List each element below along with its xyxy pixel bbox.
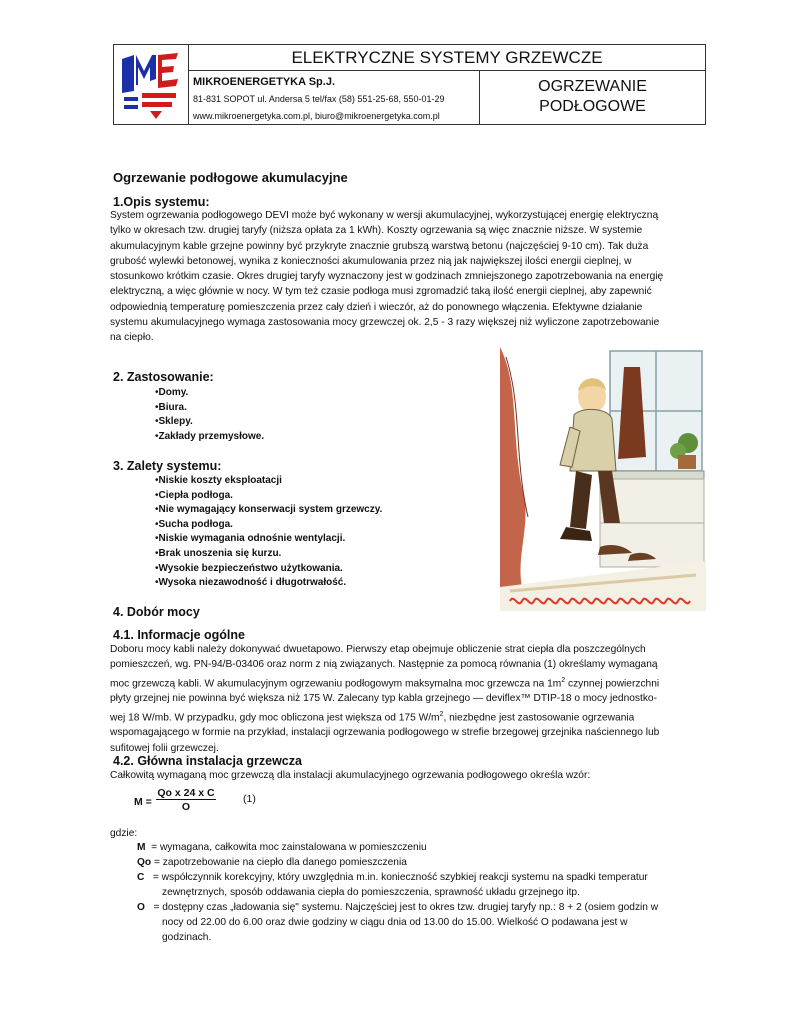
s1-line: systemu akumulacyjnego wymaga zastosowania mocy grzewczej ok. 2,5 - 3 razy większej niż wyliczone zapotrzebowanie bbox=[110, 317, 660, 329]
list-item: • Wysokie bezpieczeństwo użytkowania. bbox=[155, 562, 382, 577]
company-logo bbox=[114, 45, 188, 124]
list-item: • Wysoka niezawodność i długotrwałość. bbox=[155, 576, 382, 591]
s1-line: na ciepło. bbox=[110, 332, 154, 344]
header-title: ELEKTRYCZNE SYSTEMY GRZEWCZE bbox=[189, 45, 705, 71]
where-label: gdzie: bbox=[110, 828, 138, 839]
formula-denominator: O bbox=[181, 801, 191, 813]
company-address: 81-831 SOPOT ul. Andersa 5 tel/fax (58) 551-25-68, 550-01-29 bbox=[193, 94, 445, 104]
definition-c: C = współczynnik korekcyjny, który uwzględnia m.in. konieczność szybkiej reakcji systemu na spadki temperatur bbox=[137, 872, 648, 883]
section-2-heading: 2. Zastosowanie: bbox=[113, 370, 214, 384]
list-item: • Sklepy. bbox=[155, 415, 264, 430]
s41-line: sufitowej folii grzewczej. bbox=[110, 742, 219, 754]
company-info bbox=[189, 71, 480, 124]
s1-line: System ogrzewania podłogowego DEVI może być wykonany w wersji akumulacyjnej, wykorzystującej energię elektryczną bbox=[110, 210, 659, 221]
main-title: Ogrzewanie podłogowe akumulacyjne bbox=[113, 170, 348, 185]
s1-line: elektryczną, a więc głównie w nocy. W tym też czasie podłoga musi zgromadzić taką ilość energii cieplnej, aby zapewnić bbox=[110, 286, 652, 298]
s1-line: tylko w okresach tzw. drugiej taryfy (niższa opłata za 1 kWh). Koszty ogrzewania są więc znacznie niższe. W systemie bbox=[110, 225, 643, 237]
logo-cell bbox=[114, 45, 189, 124]
list-item: • Niskie koszty eksploatacji bbox=[155, 474, 382, 489]
formula-lhs: M = bbox=[134, 796, 152, 808]
section-41-body bbox=[110, 642, 706, 756]
list-item: • Zakłady przemysłowe. bbox=[155, 430, 264, 445]
definition-c-cont: zewnętrznych, sposób oddawania ciepła do pomieszczenia, sprawność układu grzejnego itp. bbox=[162, 887, 580, 898]
list-item: • Sucha podłoga. bbox=[155, 518, 382, 533]
section-3-list bbox=[155, 474, 382, 591]
illustration-woman-heated-floor bbox=[500, 347, 706, 611]
product-title bbox=[480, 71, 705, 124]
definition-o: O = dostępny czas „ładowania się" systemu. Najczęściej jest to okres tzw. drugiej taryfy np.: 8 + 2 (osiem godzin w bbox=[137, 902, 659, 913]
product-title-line1: OGRZEWANIE bbox=[538, 78, 647, 95]
list-item: • Ciepła podłoga. bbox=[155, 489, 382, 504]
formula-numerator: Qo x 24 x C bbox=[157, 787, 215, 799]
section-4-heading: 4. Dobór mocy bbox=[113, 605, 200, 619]
formula-number: (1) bbox=[243, 793, 256, 805]
section-42-intro: Całkowitą wymaganą moc grzewczą dla instalacji akumulacyjnego ogrzewania podłogowego określa wzór: bbox=[110, 770, 591, 781]
list-item: • Brak unoszenia się kurzu. bbox=[155, 547, 382, 562]
section-1-body bbox=[110, 208, 706, 346]
list-item: • Nie wymagający konserwacji system grzewczy. bbox=[155, 503, 382, 518]
company-web: www.mikroenergetyka.com.pl, biuro@mikroenergetyka.com.pl bbox=[193, 111, 440, 121]
s41-line: wspomagającego w formie na przykład, instalacji ogrzewania podłogowego w strefie brzegowej grzejnika naściennego lub bbox=[110, 727, 660, 739]
s41-line: płyty grzejnej nie powinna być większa niż 175 W. Zalecany typ kabla grzejnego — deviflex™ DTIP-18 o mocy jednostko- bbox=[110, 693, 657, 705]
s1-line: grubość wylewki betonowej, wynika z konieczności akumulowania przez nią jak największej ilości energii cieplnej, w bbox=[110, 255, 632, 267]
document-header bbox=[113, 44, 706, 125]
section-41-heading: 4.1. Informacje ogólne bbox=[113, 628, 245, 642]
list-item: • Domy. bbox=[155, 386, 264, 401]
s41-line: wej 18 W/mb. W przypadku, gdy moc obliczona jest większa od 175 $W/m^2$, niezbędne jest zastosowanie ogrzewania bbox=[110, 710, 635, 723]
list-item: • Niskie wymagania odnośnie wentylacji. bbox=[155, 532, 382, 547]
s41-line: moc grzewczą kabli. W akumulacyjnym ogrzewaniu podłogowym maksymalna moc grzewcza na $1m^2$ czynnej powierzchni bbox=[110, 676, 660, 689]
product-title-line2: PODŁOGOWE bbox=[539, 98, 646, 115]
company-name: MIKROENERGETYKA Sp.J. bbox=[193, 76, 335, 88]
list-item: • Biura. bbox=[155, 401, 264, 416]
definition-m: M = wymagana, całkowita moc zainstalowana w pomieszczeniu bbox=[137, 842, 427, 853]
definition-o-cont2: godzinach. bbox=[162, 932, 212, 943]
definition-qo: Qo = zapotrzebowanie na ciepło dla danego pomieszczenia bbox=[137, 857, 407, 868]
section-2-list bbox=[155, 386, 264, 444]
definition-o-cont: nocy od 22.00 do 6.00 oraz dwie godziny w ciągu dnia od 13.00 do 15.00. Wielkość O podawana jest w bbox=[162, 917, 628, 928]
s1-line: akumulacyjnym kable grzejne powinny być przykryte znacznie grubszą warstwą betonu (najczęściej 9-10 cm). Tak duża bbox=[110, 240, 649, 252]
section-42-heading: 4.2. Główna instalacja grzewcza bbox=[113, 754, 302, 768]
s1-line: stosunkowo krótkim czasie. Okres drugiej taryfy wyznaczony jest w godzinach zmniejszonego zapotrzebowania na energię bbox=[110, 271, 664, 283]
s41-line: pomieszczeń, wg. PN-94/B-03406 oraz norm z nią związanych. Następnie za pomocą równania (1) określamy wymaganą bbox=[110, 659, 658, 671]
s41-line: Doboru mocy kabli należy dokonywać dwuetapowo. Pierwszy etap obejmuje obliczenie strat ciepła dla poszczególnych bbox=[110, 644, 646, 655]
s1-line: odpowiednią temperaturę pomieszczenia przez cały dzień i wieczór, aż do ponownego włączenia. Efektywne działanie bbox=[110, 301, 643, 313]
section-3-heading: 3. Zalety systemu: bbox=[113, 459, 222, 473]
section-1-heading: 1.Opis systemu: bbox=[113, 195, 210, 209]
